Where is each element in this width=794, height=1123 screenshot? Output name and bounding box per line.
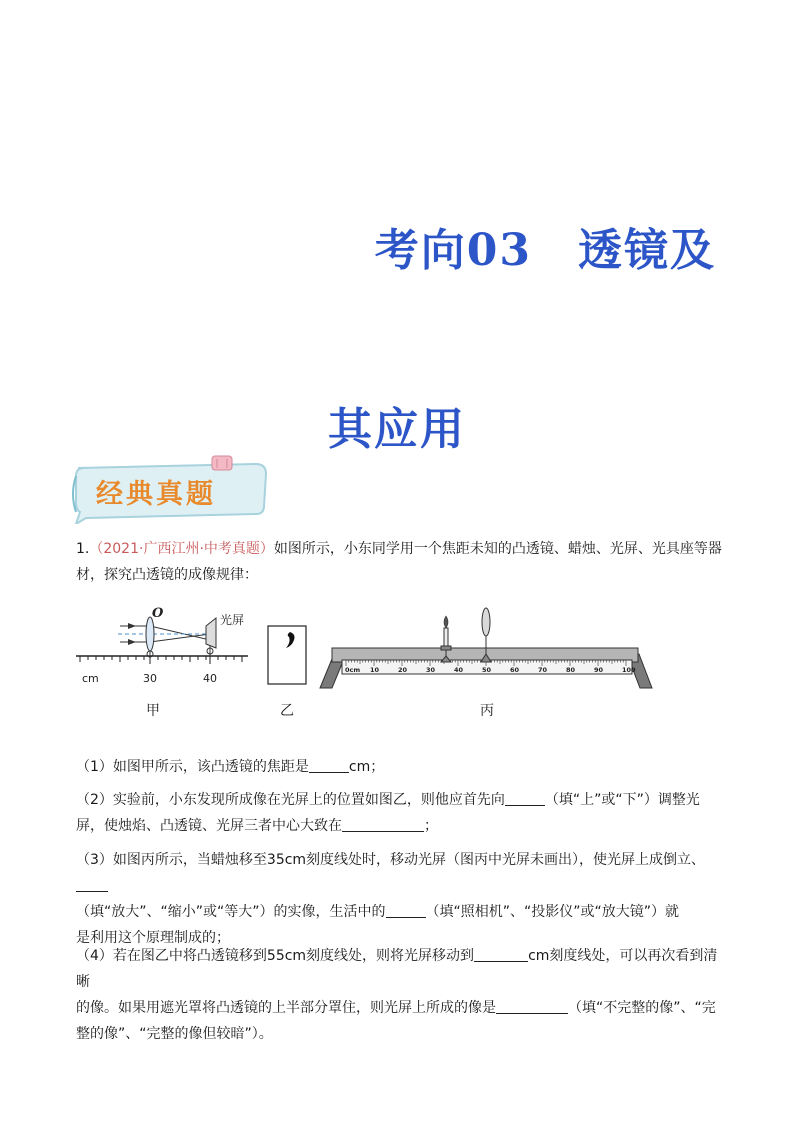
figure-bing [320, 608, 652, 688]
blank-6[interactable] [474, 947, 528, 962]
blank-3[interactable] [342, 817, 424, 832]
blank-4[interactable] [76, 877, 108, 892]
question-source: （2021·广西江州·中考真题） [89, 541, 274, 557]
tick-40: 40 [203, 672, 217, 685]
figure-jia [70, 604, 670, 724]
bench-lens-icon [482, 608, 490, 636]
flame-icon [444, 616, 448, 628]
part-1: （1）如图甲所示，该凸透镜的焦距是 cm； [76, 759, 385, 775]
bench-scale-label: 80 [566, 666, 576, 674]
caption-bing: 丙 [480, 703, 494, 719]
blank-2[interactable] [505, 791, 545, 806]
tick-30: 30 [143, 672, 157, 685]
light-screen-icon [206, 618, 216, 648]
bench-scale-label: 40 [454, 666, 464, 674]
convex-lens-icon [146, 617, 154, 651]
banner-label: 经典真题 [96, 479, 216, 510]
caption-yi: 乙 [280, 703, 294, 719]
bench-scale-label: 10 [370, 666, 380, 674]
bench-scale-label: 30 [426, 666, 436, 674]
caption-jia: 甲 [146, 703, 160, 719]
blank-1[interactable] [309, 758, 349, 773]
blank-5[interactable] [386, 903, 426, 918]
label-o: O [152, 606, 164, 621]
part-3: （3）如图丙所示，当蜡烛移至35cm刻度线处时，移动光屏（图丙中光屏未画出），使光屏上成倒立、 （填“放大”、“缩小”或“等大”）的实像，生活中的 （填“照相机”、“投影仪”或“放大镜”）就 是利用这个原理制成的； [76, 852, 706, 946]
part-2: （2）实验前，小东发现所成像在光屏上的位置如图乙，则他应首先向 （填“上”或“下”）调整光 屏，使烛焰、凸透镜、光屏三者中心大致在 ； [76, 792, 700, 834]
bench-scale-label: 20 [398, 666, 408, 674]
bench-scale-label: 60 [510, 666, 520, 674]
clip-icon [212, 456, 232, 470]
ruler-ticks [80, 656, 242, 664]
bench-scale-label: 100 [622, 666, 636, 674]
page-title-line1: 考向03 透镜及 [374, 225, 716, 276]
blank-7[interactable] [496, 999, 568, 1014]
label-unit: cm [82, 672, 99, 685]
question-intro: 1.（2021·广西江州·中考真题）如图所示，小东同学用一个焦距未知的凸透镜、蜡烛、光屏、光具座等器材，探究凸透镜的成像规律： [76, 541, 722, 583]
part-4: （4）若在图乙中将凸透镜移到55cm刻度线处，则将光屏移动到 cm刻度线处，可以再次看到清晰 的像。如果用遮光罩将凸透镜的上半部分罩住，则光屏上所成的像是 （填“不完整的像”、“完 整的像”、“完整的像但较暗”）。 [76, 948, 718, 1042]
page-title-line2: 其应用 [328, 404, 466, 455]
bench-scale-label: 50 [482, 666, 492, 674]
bench-scale-label: 70 [538, 666, 548, 674]
figure-yi-screen [268, 626, 306, 684]
bench-scale-label: 90 [594, 666, 604, 674]
bench-scale-label: 0cm [345, 666, 361, 674]
label-screen: 光屏 [220, 613, 245, 627]
